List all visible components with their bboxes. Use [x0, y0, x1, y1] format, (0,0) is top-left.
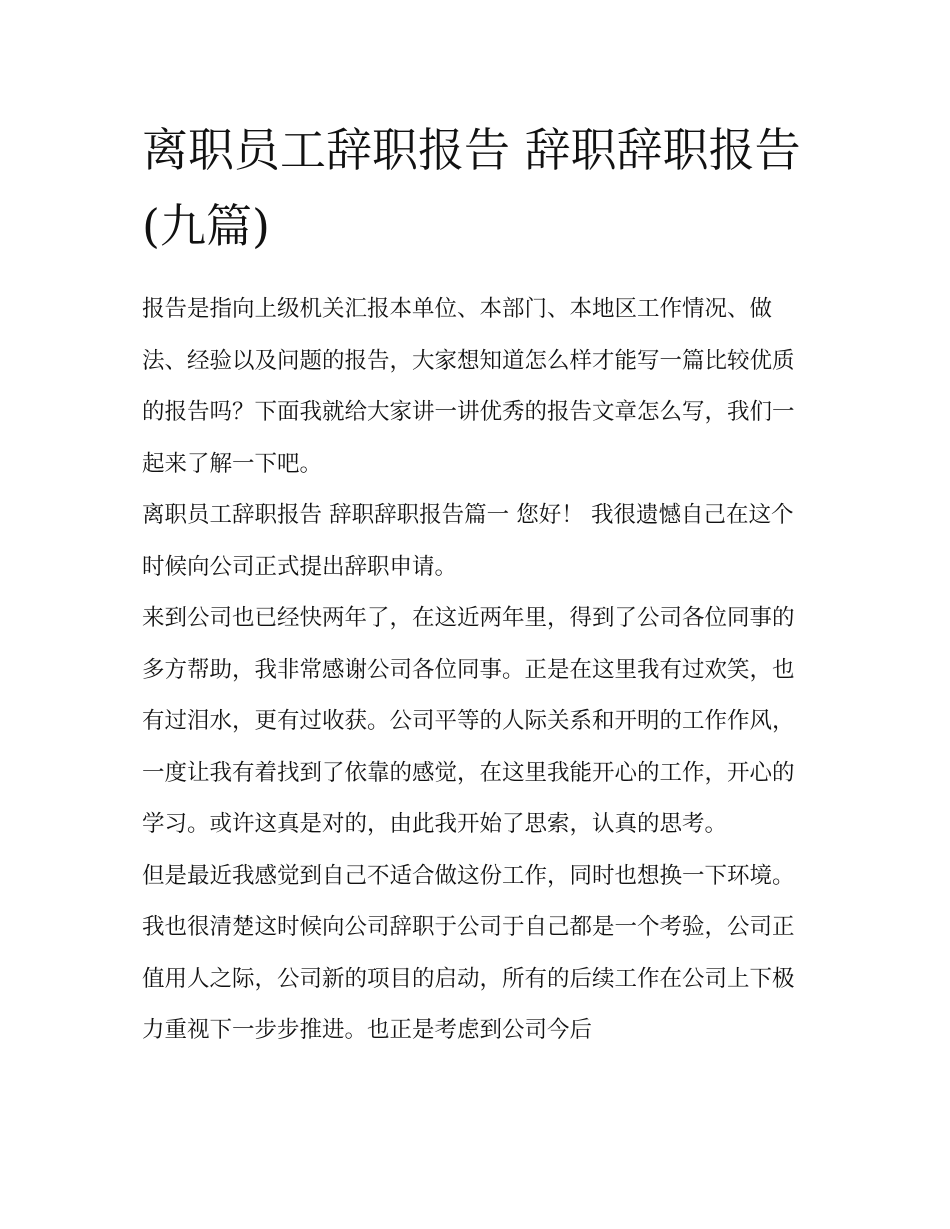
paragraph-intro: 报告是指向上级机关汇报本单位、本部门、本地区工作情况、做法、经验以及问题的报告，大家想知道怎么样才能写一篇比较优质的报告吗？下面我就给大家讲一讲优秀的报告文章怎么写，我们一起来了解一下吧。: [142, 296, 795, 477]
paragraph-opening: 离职员工辞职报告 辞职辞职报告篇一 您好！ 我很遗憾自己在这个时候向公司正式提出辞职申请。: [142, 502, 794, 580]
paragraph-reason: 但是最近我感觉到自己不适合做这份工作，同时也想换一下环境。我也很清楚这时候向公司辞职于公司于自己都是一个考验，公司正值用人之际，公司新的项目的启动，所有的后续工作在公司上下极力重视下一步步推进。也正是考虑到公司今后: [142, 862, 795, 1043]
document-title: 离职员工辞职报告 辞职辞职报告(九篇): [142, 123, 801, 253]
paragraph-gratitude: 来到公司也已经快两年了，在这近两年里，得到了公司各位同事的多方帮助，我非常感谢公司各位同事。正是在这里我有过欢笑，也有过泪水，更有过收获。公司平等的人际关系和开明的工作作风，一度让我有着找到了依靠的感觉，在这里我能开心的工作，开心的学习。或许这真是对的，由此我开始了思索，认真的思考。: [142, 605, 795, 837]
document-body: [142, 112, 814, 1057]
